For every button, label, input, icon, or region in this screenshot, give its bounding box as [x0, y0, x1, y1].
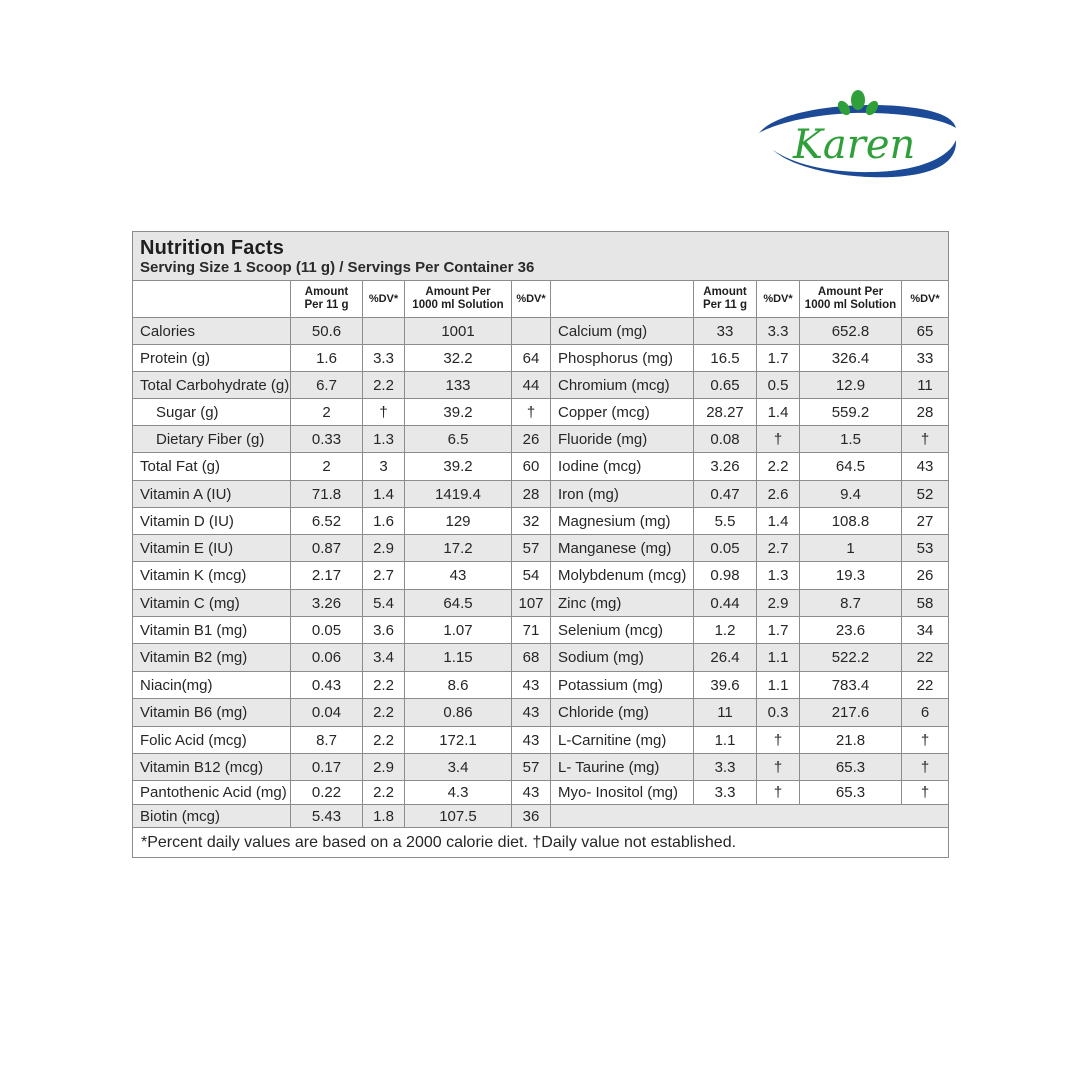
right-amount-per-11g: 0.65 [694, 372, 757, 399]
right-amount-per-11g: 39.6 [694, 672, 757, 699]
right-dv-per-serving: 0.5 [757, 372, 800, 399]
col-header-amount-line: Amount [703, 286, 747, 298]
right-dv-per-solution: 6 [902, 699, 948, 727]
left-amount-per-1000ml: 43 [405, 562, 512, 590]
left-dv-per-solution: 54 [512, 562, 551, 590]
right-amount-per-11g: 28.27 [694, 399, 757, 426]
right-dv-per-serving: 0.3 [757, 699, 800, 727]
left-dv-per-solution: 43 [512, 672, 551, 699]
left-amount-per-11g: 6.7 [291, 372, 363, 399]
left-nutrient-name: Vitamin B1 (mg) [133, 617, 291, 644]
right-amount-per-1000ml: 8.7 [800, 590, 902, 617]
left-amount-per-1000ml: 172.1 [405, 727, 512, 754]
left-amount-per-1000ml: 3.4 [405, 754, 512, 781]
right-nutrient-name: Myo- Inositol (mg) [551, 781, 694, 805]
left-amount-per-1000ml: 8.6 [405, 672, 512, 699]
left-dv-per-serving: 1.4 [363, 481, 405, 508]
right-amount-per-11g: 26.4 [694, 644, 757, 672]
left-dv-per-solution: 44 [512, 372, 551, 399]
left-amount-per-1000ml: 1001 [405, 318, 512, 345]
left-dv-per-solution: 36 [512, 805, 551, 828]
right-dv-per-solution: † [902, 781, 948, 805]
col-header-amount-line: Amount [304, 286, 349, 298]
left-amount-per-11g: 2 [291, 399, 363, 426]
right-amount-per-11g: 5.5 [694, 508, 757, 535]
left-dv-per-serving: 5.4 [363, 590, 405, 617]
right-amount-per-1000ml: 23.6 [800, 617, 902, 644]
right-dv-per-solution: † [902, 727, 948, 754]
col-header-dv: %DV* [902, 281, 948, 318]
serving-info: Serving Size 1 Scoop (11 g) / Servings Per Container 36 [140, 259, 535, 276]
right-dv-per-solution: 34 [902, 617, 948, 644]
left-dv-per-solution: 43 [512, 781, 551, 805]
left-dv-per-solution: 43 [512, 727, 551, 754]
left-dv-per-serving: 1.6 [363, 508, 405, 535]
nutrition-facts-panel [132, 231, 949, 858]
right-dv-per-serving: 3.3 [757, 318, 800, 345]
left-dv-per-solution: 26 [512, 426, 551, 453]
right-amount-per-1000ml: 652.8 [800, 318, 902, 345]
right-nutrient-name: Phosphorus (mg) [551, 345, 694, 372]
right-dv-per-serving: † [757, 727, 800, 754]
right-dv-per-serving: 2.9 [757, 590, 800, 617]
right-amount-per-1000ml: 522.2 [800, 644, 902, 672]
left-dv-per-solution: 64 [512, 345, 551, 372]
left-nutrient-name: Pantothenic Acid (mg) [133, 781, 291, 805]
right-dv-per-serving: 2.2 [757, 453, 800, 481]
right-dv-per-serving: † [757, 426, 800, 453]
left-dv-per-serving [363, 318, 405, 345]
left-dv-per-serving: 2.9 [363, 754, 405, 781]
col-header-nutrient-right [551, 281, 694, 318]
right-nutrient-name: Fluoride (mg) [551, 426, 694, 453]
right-amount-per-1000ml: 326.4 [800, 345, 902, 372]
left-nutrient-name: Total Carbohydrate (g) [133, 372, 291, 399]
left-dv-per-solution: 71 [512, 617, 551, 644]
right-dv-per-solution: 26 [902, 562, 948, 590]
right-nutrient-name: Potassium (mg) [551, 672, 694, 699]
left-dv-per-serving: 2.7 [363, 562, 405, 590]
left-dv-per-serving: † [363, 399, 405, 426]
right-amount-per-1000ml: 21.8 [800, 727, 902, 754]
left-dv-per-serving: 2.2 [363, 727, 405, 754]
left-dv-per-solution: 43 [512, 699, 551, 727]
left-amount-per-1000ml: 1419.4 [405, 481, 512, 508]
right-dv-per-serving: 1.4 [757, 508, 800, 535]
left-amount-per-1000ml: 0.86 [405, 699, 512, 727]
left-amount-per-1000ml: 32.2 [405, 345, 512, 372]
right-nutrient-name: Iodine (mcg) [551, 453, 694, 481]
left-nutrient-name: Protein (g) [133, 345, 291, 372]
left-dv-per-serving: 1.8 [363, 805, 405, 828]
right-amount-per-1000ml: 64.5 [800, 453, 902, 481]
left-nutrient-name: Niacin(mg) [133, 672, 291, 699]
right-dv-per-solution: 11 [902, 372, 948, 399]
left-nutrient-name: Vitamin E (IU) [133, 535, 291, 562]
right-amount-per-11g: 0.44 [694, 590, 757, 617]
left-dv-per-serving: 2.2 [363, 672, 405, 699]
left-dv-per-serving: 2.9 [363, 535, 405, 562]
col-header-amount-per-1000ml [405, 281, 512, 318]
left-dv-per-solution [512, 318, 551, 345]
right-amount-per-11g: 1.2 [694, 617, 757, 644]
right-nutrient-name: Calcium (mg) [551, 318, 694, 345]
right-amount-per-1000ml: 19.3 [800, 562, 902, 590]
right-nutrient-name: L-Carnitine (mg) [551, 727, 694, 754]
right-amount-per-11g: 3.3 [694, 754, 757, 781]
col-header-solution-line: 1000 ml Solution [412, 299, 504, 311]
right-dv-per-serving: 2.7 [757, 535, 800, 562]
right-amount-per-1000ml: 783.4 [800, 672, 902, 699]
right-nutrient-name: Iron (mg) [551, 481, 694, 508]
right-amount-per-11g: 0.05 [694, 535, 757, 562]
right-dv-per-solution: 28 [902, 399, 948, 426]
right-amount-per-1000ml: 1.5 [800, 426, 902, 453]
left-amount-per-1000ml: 6.5 [405, 426, 512, 453]
left-amount-per-11g: 0.33 [291, 426, 363, 453]
col-header-dv: %DV* [363, 281, 405, 318]
left-nutrient-name: Sugar (g) [133, 399, 291, 426]
right-dv-per-serving: 1.3 [757, 562, 800, 590]
left-amount-per-1000ml: 64.5 [405, 590, 512, 617]
left-nutrient-name: Vitamin A (IU) [133, 481, 291, 508]
left-dv-per-solution: 107 [512, 590, 551, 617]
left-nutrient-name: Vitamin B12 (mcg) [133, 754, 291, 781]
right-dv-per-solution: 52 [902, 481, 948, 508]
left-amount-per-1000ml: 4.3 [405, 781, 512, 805]
karen-logo [753, 88, 959, 186]
right-amount-per-1000ml: 65.3 [800, 754, 902, 781]
right-amount-per-11g: 0.98 [694, 562, 757, 590]
left-amount-per-11g: 0.87 [291, 535, 363, 562]
left-amount-per-11g: 71.8 [291, 481, 363, 508]
panel-header [133, 232, 948, 281]
left-dv-per-solution: 57 [512, 535, 551, 562]
left-dv-per-solution: 32 [512, 508, 551, 535]
left-amount-per-11g: 2.17 [291, 562, 363, 590]
right-dv-per-serving: 2.6 [757, 481, 800, 508]
left-dv-per-serving: 2.2 [363, 781, 405, 805]
right-amount-per-1000ml: 108.8 [800, 508, 902, 535]
col-header-amount-per-11g [291, 281, 363, 318]
left-amount-per-11g: 0.17 [291, 754, 363, 781]
left-dv-per-serving: 3.3 [363, 345, 405, 372]
right-amount-per-11g: 1.1 [694, 727, 757, 754]
right-dv-per-solution: † [902, 754, 948, 781]
left-amount-per-11g: 0.06 [291, 644, 363, 672]
right-amount-per-1000ml: 12.9 [800, 372, 902, 399]
right-amount-per-11g: 3.3 [694, 781, 757, 805]
left-amount-per-11g: 1.6 [291, 345, 363, 372]
col-header-dv: %DV* [757, 281, 800, 318]
right-nutrient-name: Selenium (mcg) [551, 617, 694, 644]
left-dv-per-serving: 2.2 [363, 699, 405, 727]
left-dv-per-solution: 60 [512, 453, 551, 481]
left-amount-per-11g: 50.6 [291, 318, 363, 345]
left-dv-per-solution: 57 [512, 754, 551, 781]
left-amount-per-11g: 0.43 [291, 672, 363, 699]
left-nutrient-name: Vitamin C (mg) [133, 590, 291, 617]
right-dv-per-serving: 1.4 [757, 399, 800, 426]
right-amount-per-1000ml: 65.3 [800, 781, 902, 805]
right-dv-per-solution: 65 [902, 318, 948, 345]
left-amount-per-1000ml: 17.2 [405, 535, 512, 562]
left-nutrient-name: Vitamin K (mcg) [133, 562, 291, 590]
right-nutrient-name: Sodium (mg) [551, 644, 694, 672]
right-amount-per-1000ml: 9.4 [800, 481, 902, 508]
right-amount-per-11g: 0.08 [694, 426, 757, 453]
right-amount-per-11g: 0.47 [694, 481, 757, 508]
left-nutrient-name: Vitamin D (IU) [133, 508, 291, 535]
right-amount-per-1000ml: 217.6 [800, 699, 902, 727]
left-dv-per-solution: † [512, 399, 551, 426]
left-nutrient-name: Calories [133, 318, 291, 345]
left-nutrient-name: Dietary Fiber (g) [133, 426, 291, 453]
left-dv-per-serving: 3.4 [363, 644, 405, 672]
left-dv-per-serving: 3 [363, 453, 405, 481]
col-header-amount-per-1000ml [800, 281, 902, 318]
left-dv-per-serving: 3.6 [363, 617, 405, 644]
left-amount-per-11g: 0.04 [291, 699, 363, 727]
left-dv-per-serving: 2.2 [363, 372, 405, 399]
right-dv-per-solution: 58 [902, 590, 948, 617]
left-nutrient-name: Vitamin B2 (mg) [133, 644, 291, 672]
right-nutrient-name: Magnesium (mg) [551, 508, 694, 535]
left-amount-per-11g: 8.7 [291, 727, 363, 754]
right-amount-per-1000ml: 1 [800, 535, 902, 562]
left-amount-per-1000ml: 39.2 [405, 453, 512, 481]
right-dv-per-solution: 22 [902, 672, 948, 699]
left-nutrient-name: Vitamin B6 (mg) [133, 699, 291, 727]
left-dv-per-solution: 28 [512, 481, 551, 508]
left-nutrient-name: Folic Acid (mcg) [133, 727, 291, 754]
right-amount-per-11g: 16.5 [694, 345, 757, 372]
right-amount-per-11g: 33 [694, 318, 757, 345]
right-dv-per-serving: 1.1 [757, 672, 800, 699]
right-dv-per-serving: 1.1 [757, 644, 800, 672]
left-amount-per-1000ml: 107.5 [405, 805, 512, 828]
col-header-solution-line: 1000 ml Solution [804, 299, 897, 311]
left-amount-per-11g: 0.05 [291, 617, 363, 644]
right-amount-per-11g: 3.26 [694, 453, 757, 481]
right-dv-per-solution: 22 [902, 644, 948, 672]
right-amount-per-11g: 11 [694, 699, 757, 727]
left-amount-per-1000ml: 1.07 [405, 617, 512, 644]
right-nutrient-name: Chromium (mcg) [551, 372, 694, 399]
panel-title: Nutrition Facts [140, 237, 285, 259]
col-header-nutrient-left [133, 281, 291, 318]
right-amount-per-1000ml: 559.2 [800, 399, 902, 426]
right-dv-per-solution: 33 [902, 345, 948, 372]
right-dv-per-serving: † [757, 781, 800, 805]
col-header-solution-line: Amount Per [817, 286, 884, 298]
right-dv-per-solution: 53 [902, 535, 948, 562]
left-amount-per-11g: 0.22 [291, 781, 363, 805]
logo-text: Karen [793, 122, 916, 168]
right-empty-cell [551, 805, 948, 828]
right-dv-per-serving: 1.7 [757, 345, 800, 372]
right-nutrient-name: Manganese (mg) [551, 535, 694, 562]
footnote: *Percent daily values are based on a 2000 calorie diet. †Daily value not established. [141, 833, 737, 851]
right-nutrient-name: Molybdenum (mcg) [551, 562, 694, 590]
nutrient-table [133, 281, 948, 828]
right-nutrient-name: L- Taurine (mg) [551, 754, 694, 781]
right-dv-per-solution: 43 [902, 453, 948, 481]
left-amount-per-11g: 6.52 [291, 508, 363, 535]
left-dv-per-serving: 1.3 [363, 426, 405, 453]
left-amount-per-11g: 5.43 [291, 805, 363, 828]
left-nutrient-name: Biotin (mcg) [133, 805, 291, 828]
left-dv-per-solution: 68 [512, 644, 551, 672]
right-dv-per-solution: 27 [902, 508, 948, 535]
right-dv-per-serving: † [757, 754, 800, 781]
col-header-amount-per-11g [694, 281, 757, 318]
right-nutrient-name: Copper (mcg) [551, 399, 694, 426]
left-amount-per-11g: 2 [291, 453, 363, 481]
right-nutrient-name: Zinc (mg) [551, 590, 694, 617]
left-amount-per-1000ml: 133 [405, 372, 512, 399]
col-header-solution-line: Amount Per [425, 286, 491, 298]
left-amount-per-11g: 3.26 [291, 590, 363, 617]
left-amount-per-1000ml: 39.2 [405, 399, 512, 426]
left-amount-per-1000ml: 129 [405, 508, 512, 535]
right-dv-per-serving: 1.7 [757, 617, 800, 644]
col-header-amount-line: Per 11 g [304, 299, 349, 311]
left-amount-per-1000ml: 1.15 [405, 644, 512, 672]
right-dv-per-solution: † [902, 426, 948, 453]
col-header-dv: %DV* [512, 281, 551, 318]
col-header-amount-line: Per 11 g [702, 299, 748, 311]
left-nutrient-name: Total Fat (g) [133, 453, 291, 481]
right-nutrient-name: Chloride (mg) [551, 699, 694, 727]
